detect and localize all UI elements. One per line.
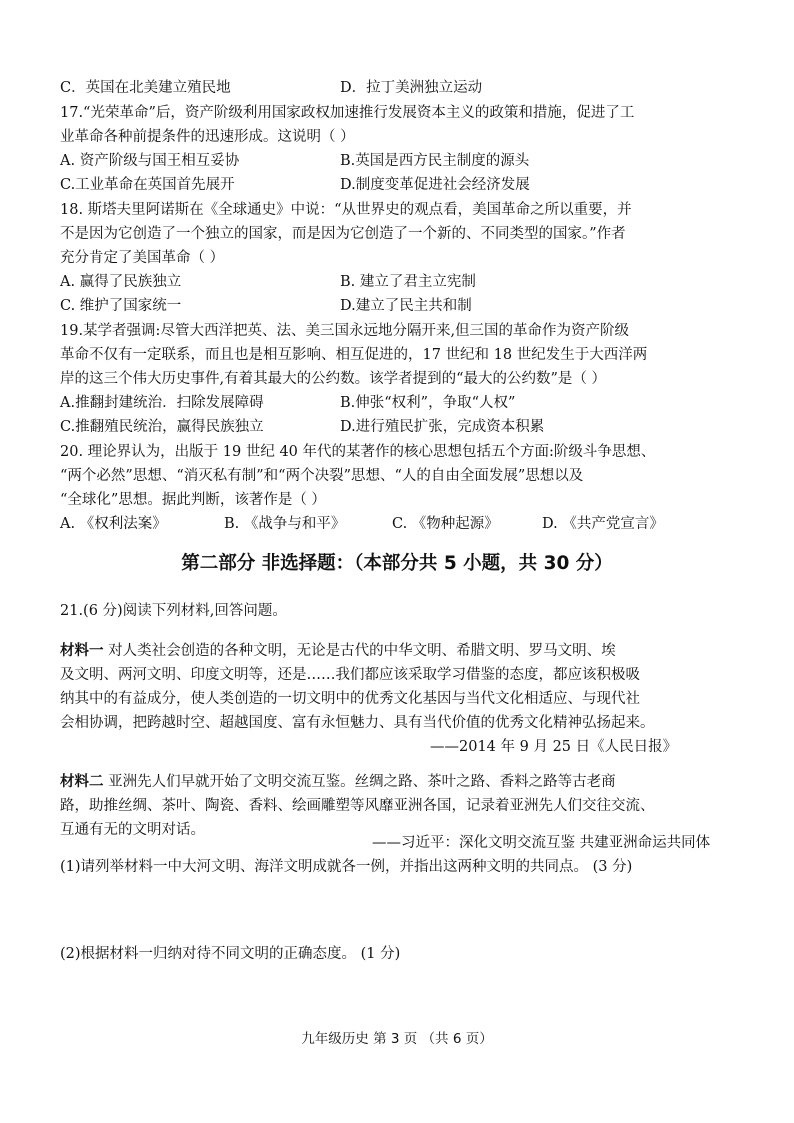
material-1-line-3: 纳其中的有益成分，使人类创造的一切文明中的优秀文化基因与当代文化相适应、与现代社 [60, 691, 640, 707]
q19-stem-line-2: 革命不仅有一定联系，而且也是相互影响、相互促进的，17 世纪和 18 世纪发生于大西洋两 [60, 347, 648, 363]
q20-option-c: C. 《物种起源》 [392, 516, 499, 532]
material-2-line-2: 路，助推丝绸、茶叶、陶瓷、香料、绘画雕塑等风靡亚洲各国，记录着亚洲先人们交往交流、 [60, 798, 655, 814]
material-1-line-4: 会相协调，把跨越时空、超越国度、富有永恒魅力、具有当代价值的优秀文化精神弘扬起来。 [60, 715, 655, 731]
material-1-source: ——2014 年 9 月 25 日《人民日报》 [430, 739, 678, 755]
q19-option-a: A.推翻封建统治．扫除发展障碍 [60, 395, 264, 411]
material-2-source: ——习近平：深化文明交流互鉴 共建亚洲命运共同体 [372, 835, 711, 851]
material-1-line-1 [60, 641, 616, 661]
material-2-label: 材料二 [60, 774, 104, 790]
q19-option-b: B.伸张“权利”，争取“人权” [340, 395, 516, 411]
q20-stem-line-3: “全球化”思想。据此判断，该著作是（ ） [60, 492, 326, 508]
q21-subquestion-2: (2)根据材料一归纳对待不同文明的正确态度。 (1 分) [60, 946, 401, 962]
q18-stem-line-3: 充分肯定了美国革命（ ） [60, 250, 225, 266]
material-1-label: 材料一 [60, 643, 104, 659]
material-2-text-1: 亚洲先人们早就开始了文明交流互鉴。丝绸之路、茶叶之路、香料之路等古老商 [103, 774, 616, 790]
q19-stem-line-1: 19.某学者强调:尽管大西洋把英、法、美三国永远地分隔开来,但三国的革命作为资产阶级 [60, 323, 630, 339]
material-2-line-3: 互通有无的文明对话。 [60, 822, 205, 838]
q20-option-a: A. 《权利法案》 [60, 516, 167, 532]
q21-subquestion-1: (1)请列举材料一中大河文明、海洋文明成就各一例，并指出这两种文明的共同点。 (3 分) [60, 859, 633, 875]
q17-option-b: B.英国是西方民主制度的源头 [340, 153, 530, 169]
q18-stem-line-1: 18. 斯塔夫里阿诺斯在《全球通史》中说：“从世界史的观点看，美国革命之所以重要，并 [60, 202, 632, 218]
q20-stem-line-1: 20. 理论界认为，出版于 19 世纪 40 年代的某著作的核心思想包括五个方面:阶级斗争思想、 [60, 444, 656, 460]
q16-option-c: C．英国在北美建立殖民地 [60, 80, 231, 96]
material-2-line-1 [60, 772, 616, 792]
page-footer: 九年级历史 第 3 页 （共 6 页） [301, 1031, 493, 1047]
q17-option-a: A. 资产阶级与国王相互妥协 [60, 153, 240, 169]
q20-stem-line-2: “两个必然”思想、“消灭私有制”和“两个决裂”思想、“人的自由全面发展”思想以及 [60, 468, 584, 484]
q16-option-d: D．拉丁美洲独立运动 [340, 80, 483, 96]
q21-intro: 21.(6 分)阅读下列材料,回答问题。 [60, 603, 287, 619]
q18-option-d: D.建立了民主共和制 [340, 298, 472, 314]
q17-option-c: C.工业革命在英国首先展开 [60, 177, 235, 193]
q20-option-b: B. 《战争与和平》 [224, 516, 346, 532]
q17-option-d: D.制度变革促进社会经济发展 [340, 177, 530, 193]
q19-option-d: D.进行殖民扩张，完成资本积累 [340, 419, 545, 435]
q19-option-c: C.推翻殖民统治，赢得民族独立 [60, 419, 264, 435]
q18-option-c: C. 维护了国家统一 [60, 298, 182, 314]
q17-stem-line-1: 17.“光荣革命”后，资产阶级利用国家政权加速推行发展资本主义的政策和措施，促进了工 [60, 105, 635, 121]
q18-option-a: A. 赢得了民族独立 [60, 274, 182, 290]
q18-option-b: B. 建立了君主立宪制 [340, 274, 476, 290]
material-1-text-1: 对人类社会创造的各种文明，无论是古代的中华文明、希腊文明、罗马文明、埃 [103, 643, 616, 659]
q17-stem-line-2: 业革命各种前提条件的迅速形成。这说明（ ） [60, 129, 355, 145]
q20-option-d: D. 《共产党宣言》 [542, 516, 664, 532]
section-2-title: 第二部分 非选择题：（本部分共 5 小题，共 30 分） [181, 553, 613, 574]
material-1-line-2: 及文明、两河文明、印度文明等，还是……我们都应该采取学习借鉴的态度，都应该积极吸 [60, 667, 640, 683]
q19-stem-line-3: 岸的这三个伟大历史事件,有着其最大的公约数。该学者提到的“最大的公约数”是（ ） [60, 371, 607, 387]
q18-stem-line-2: 不是因为它创造了一个独立的国家，而是因为它创造了一个新的、不同类型的国家。”作者 [60, 226, 626, 242]
